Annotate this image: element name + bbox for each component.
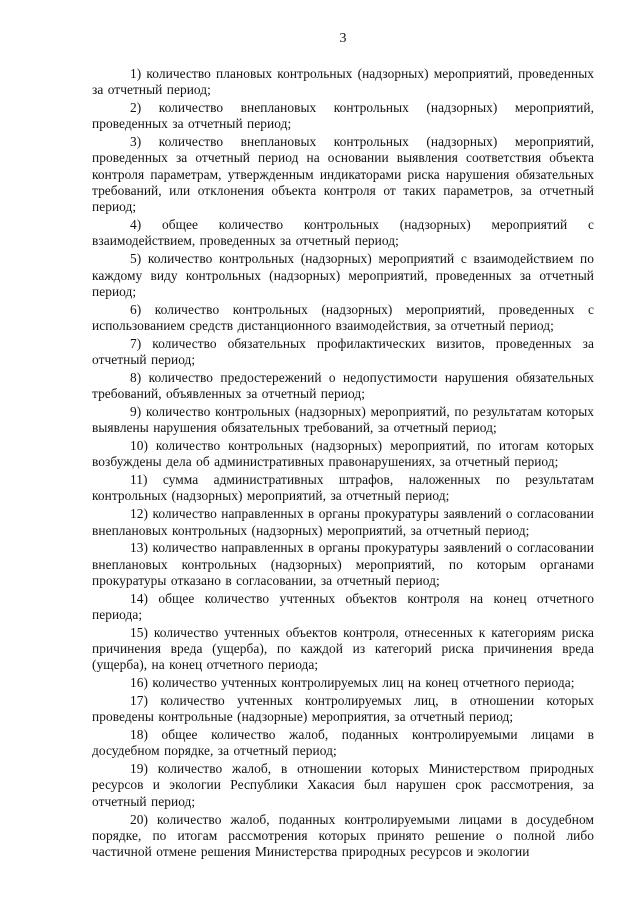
list-item-13: 13) количество направленных в органы прокуратуры заявлений о согласовании внеплановых контрольных (надзорных) мероприятий, по которым органами прокуратуры отказано в согласовании, за отчетный период;	[92, 540, 594, 588]
list-item-11: 11) сумма административных штрафов, наложенных по результатам контрольных (надзорных) мероприятий, за отчетный период;	[92, 472, 594, 504]
page-number: 3	[339, 31, 347, 46]
list-item-10: 10) количество контрольных (надзорных) мероприятий, по итогам которых возбуждены дела об административных правонарушениях, за отчетный период;	[92, 438, 594, 470]
list-item-19: 19) количество жалоб, в отношении которых Министерством природных ресурсов и экологии Республики Хакасия был нарушен срок рассмотрения, за отчетный период;	[92, 761, 594, 809]
list-item-20: 20) количество жалоб, поданных контролируемыми лицами в досудебном порядке, по итогам рассмотрения которых принято решение о полной либо частичной отмене решения Министерства природных ресурсов и экологии	[92, 811, 594, 860]
list-item-8: 8) количество предостережений о недопустимости нарушения обязательных требований, объявленных за отчетный период;	[92, 369, 594, 402]
list-item-5: 5) количество контрольных (надзорных) мероприятий с взаимодействием по каждому виду контрольных (надзорных) мероприятий, проведенных за отчетный период;	[92, 251, 594, 299]
list-item-16: 16) количество учтенных контролируемых лиц на конец отчетного периода;	[130, 675, 575, 691]
list-item-6: 6) количество контрольных (надзорных) мероприятий, проведенных с использованием средств дистанционного взаимодействия, за отчетный период;	[92, 301, 594, 333]
list-item-14: 14) общее количество учтенных объектов контроля на конец отчетного периода;	[92, 590, 594, 622]
list-item-15: 15) количество учтенных объектов контроля, отнесенных к категориям риска причинения вреда (ущерба), по каждой из категорий риска причинения вреда (ущерба), на конец отчетного периода;	[92, 624, 594, 673]
list-item-7: 7) количество обязательных профилактических визитов, проведенных за отчетный период;	[92, 335, 594, 368]
list-item-9: 9) количество контрольных (надзорных) мероприятий, по результатам которых выявлены нарушения обязательных требований, за отчетный период;	[92, 403, 594, 436]
paragraph-list	[92, 66, 594, 860]
list-item-18: 18) общее количество жалоб, поданных контролируемыми лицами в досудебном порядке, за отчетный период;	[92, 727, 594, 759]
list-item-2: 2) количество внеплановых контрольных (надзорных) мероприятий, проведенных за отчетный период;	[92, 100, 594, 132]
list-item-1: 1) количество плановых контрольных (надзорных) мероприятий, проведенных за отчетный период;	[92, 66, 594, 98]
list-item-17: 17) количество учтенных контролируемых лиц, в отношении которых проведены контрольные (надзорные) мероприятия, за отчетный период;	[92, 692, 594, 725]
list-item-3: 3) количество внеплановых контрольных (надзорных) мероприятий, проведенных за отчетный период на основании выявления соответствия объекта контроля параметрам, утвержденным индикаторами риска нарушения обязательных требований, или отклонения объекта контроля от таких параметров, за отчетный период;	[92, 134, 594, 215]
list-item-4: 4) общее количество контрольных (надзорных) мероприятий с взаимодействием, проведенных за отчетный период;	[92, 217, 594, 249]
list-item-12: 12) количество направленных в органы прокуратуры заявлений о согласовании внеплановых контрольных (надзорных) мероприятий, за отчетный период;	[92, 506, 594, 538]
